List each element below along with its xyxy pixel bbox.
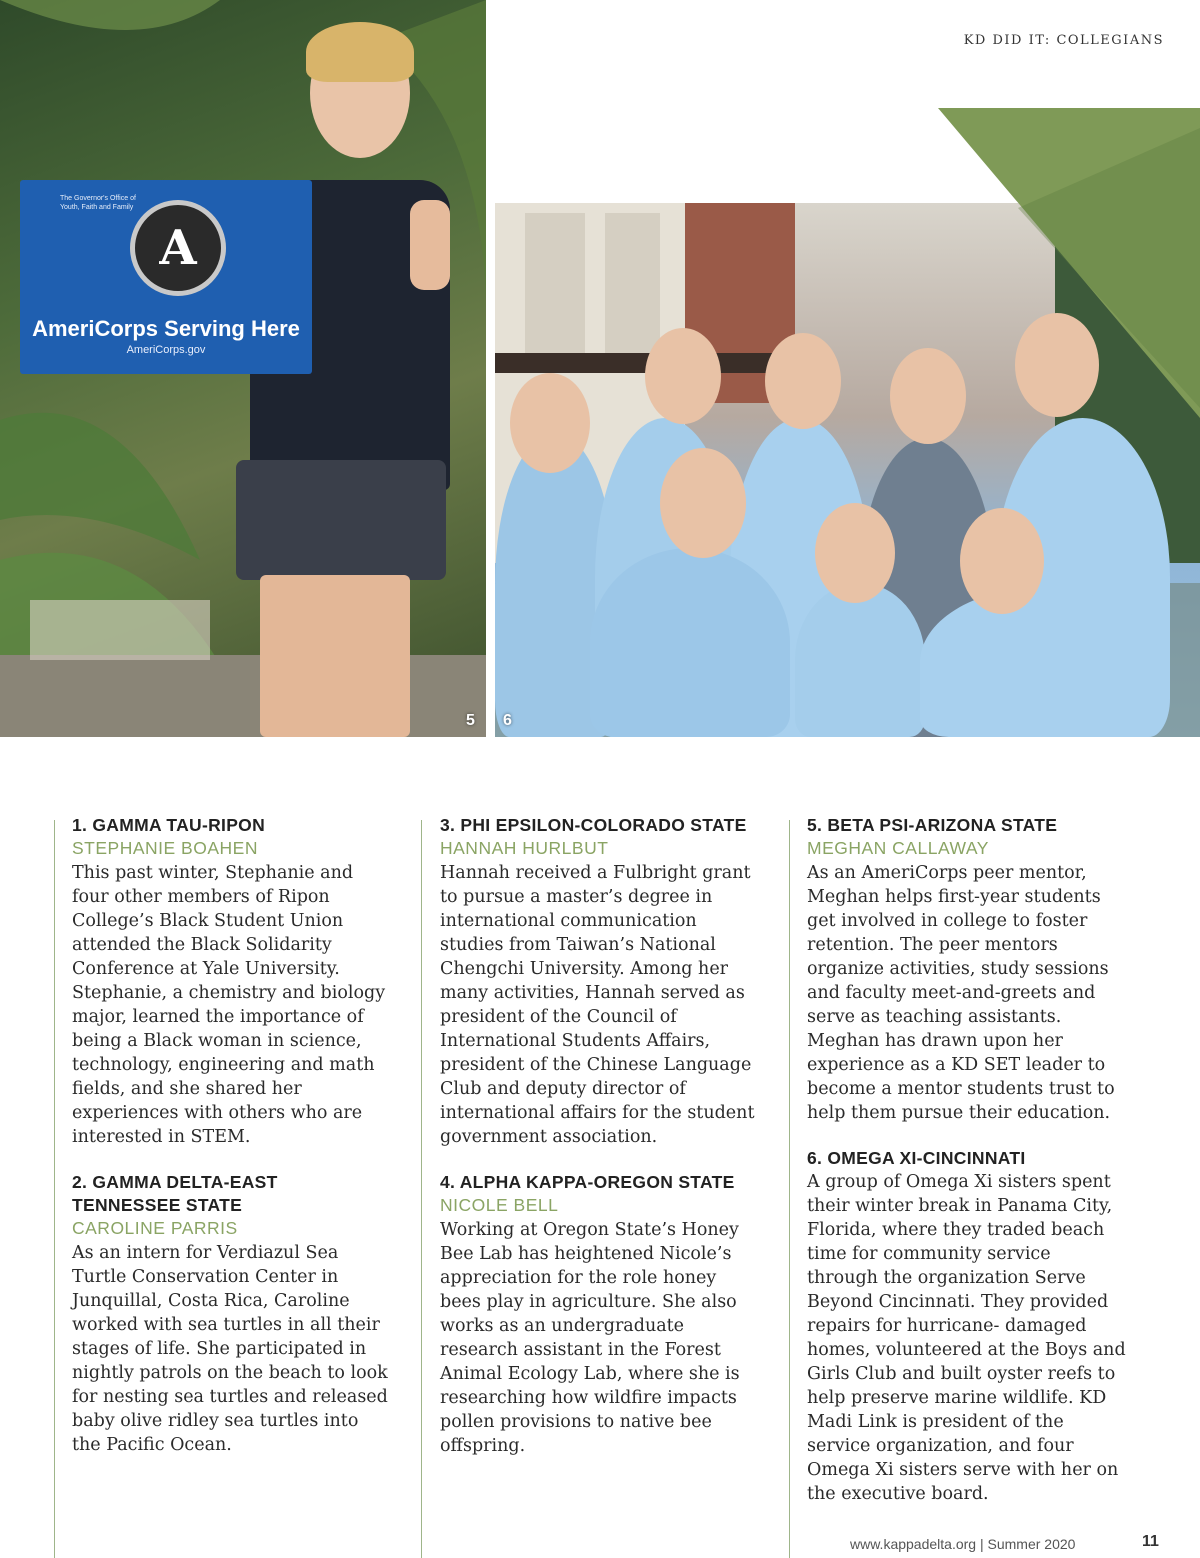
chapter-heading: 5. BETA PSI-ARIZONA STATE bbox=[807, 815, 1058, 835]
person-8-head bbox=[960, 508, 1044, 614]
member-name: STEPHANIE BOAHEN bbox=[72, 838, 258, 858]
photo-number-6: 6 bbox=[503, 712, 512, 729]
entry-body: Hannah received a Fulbright grant to pursue a master’s degree in international communication studies from Taiwan’s National Chengchi University. Among her many activities, Hannah served as president of the Council of International Students Affairs, president of the Chinese Language Club and deputy director of international affairs for the student government association. bbox=[440, 863, 755, 1147]
running-head: KD DID IT: COLLEGIANS bbox=[963, 33, 1164, 48]
column-divider bbox=[54, 820, 55, 1558]
photo-number-5: 5 bbox=[466, 712, 475, 729]
entry-body: As an AmeriCorps peer mentor, Meghan helps first-year students get involved in college to foster retention. The peer mentors organize activities, study sessions and faculty meet-and-greets and serve as teaching assistants. Meghan has drawn upon her experience as a KD SET leader to become a mentor students trust to help them pursue their education. bbox=[807, 863, 1115, 1123]
person-8 bbox=[920, 588, 1160, 737]
person-6-head bbox=[660, 448, 746, 558]
column-1 bbox=[72, 814, 392, 1479]
entry bbox=[72, 814, 392, 1149]
seal-letter: A bbox=[159, 220, 197, 276]
entry bbox=[72, 1171, 392, 1457]
column-divider bbox=[421, 820, 422, 1558]
entry bbox=[440, 814, 760, 1149]
member-name: CAROLINE PARRIS bbox=[72, 1218, 238, 1238]
chapter-heading: 4. ALPHA KAPPA-OREGON STATE bbox=[440, 1172, 735, 1192]
chapter-heading: 3. PHI EPSILON-COLORADO STATE bbox=[440, 815, 747, 835]
americorps-sign bbox=[20, 180, 312, 374]
chapter-heading: 2. GAMMA DELTA-EAST TENNESSEE STATE bbox=[72, 1172, 278, 1215]
page-number: 11 bbox=[1142, 1533, 1159, 1550]
person-3-head bbox=[765, 333, 841, 429]
person-legs bbox=[260, 575, 410, 737]
column-2 bbox=[440, 814, 760, 1480]
person-shorts bbox=[236, 460, 446, 580]
column-divider bbox=[789, 820, 790, 1558]
americorps-seal-icon bbox=[130, 200, 226, 296]
entry-body: A group of Omega Xi sisters spent their winter break in Panama City, Florida, where they traded beach time for community service through the organization Serve Beyond Cincinnati. They provided repairs for hurricane- damaged homes, volunteered at the Boys and Girls Club and built oyster reefs to help preserve marine wildlife. KD Madi Link is president of the service organization, and four Omega Xi sisters serve with her on the executive board. bbox=[807, 1172, 1126, 1504]
person-hair bbox=[306, 22, 414, 82]
entry bbox=[807, 1147, 1127, 1506]
member-name: HANNAH HURLBUT bbox=[440, 838, 609, 858]
member-name: MEGHAN CALLAWAY bbox=[807, 838, 989, 858]
column-3 bbox=[807, 814, 1127, 1528]
footer-url-issue: www.kappadelta.org | Summer 2020 bbox=[850, 1536, 1076, 1552]
photo-americorps-member bbox=[0, 0, 486, 737]
chapter-heading: 1. GAMMA TAU-RIPON bbox=[72, 815, 266, 835]
entry bbox=[440, 1171, 760, 1458]
person-7-head bbox=[815, 503, 895, 603]
entry-body: This past winter, Stephanie and four other members of Ripon College’s Black Student Union attended the Black Solidarity Conference at Yale University. Stephanie, a chemistry and biology major, learned the importance of being a Black woman in science, technology, engineering and math fields, and she shared her experiences with others who are interested in STEM. bbox=[72, 863, 386, 1147]
entry-body: Working at Oregon State’s Honey Bee Lab has heightened Nicole’s appreciation for the role honey bees play in agriculture. She also works as an undergraduate research assistant in the Forest Animal Ecology Lab, where she is researching how wildfire impacts pollen provisions to native bee offspring. bbox=[440, 1220, 740, 1456]
sign-url: AmeriCorps.gov bbox=[126, 344, 206, 356]
member-name: NICOLE BELL bbox=[440, 1195, 559, 1215]
entry-body: As an intern for Verdiazul Sea Turtle Conservation Center in Junquillal, Costa Rica, Caroline worked with sea turtles in all their stages of life. She participated in nightly patrols on the beach to look for nesting sea turtles and released baby olive ridley sea turtles into the Pacific Ocean. bbox=[72, 1243, 388, 1455]
person-7 bbox=[795, 583, 925, 737]
person-2-head bbox=[645, 328, 721, 424]
entry bbox=[807, 814, 1127, 1125]
person-1-head bbox=[510, 373, 590, 473]
person-raised-hand bbox=[410, 200, 450, 290]
sign-org-text: The Governor's Office of Youth, Faith and Family bbox=[60, 195, 136, 211]
person-6 bbox=[590, 548, 790, 737]
decorative-triangles bbox=[938, 108, 1200, 418]
chapter-heading: 6. OMEGA XI-CINCINNATI bbox=[807, 1148, 1026, 1168]
sign-title: AmeriCorps Serving Here bbox=[32, 316, 300, 341]
